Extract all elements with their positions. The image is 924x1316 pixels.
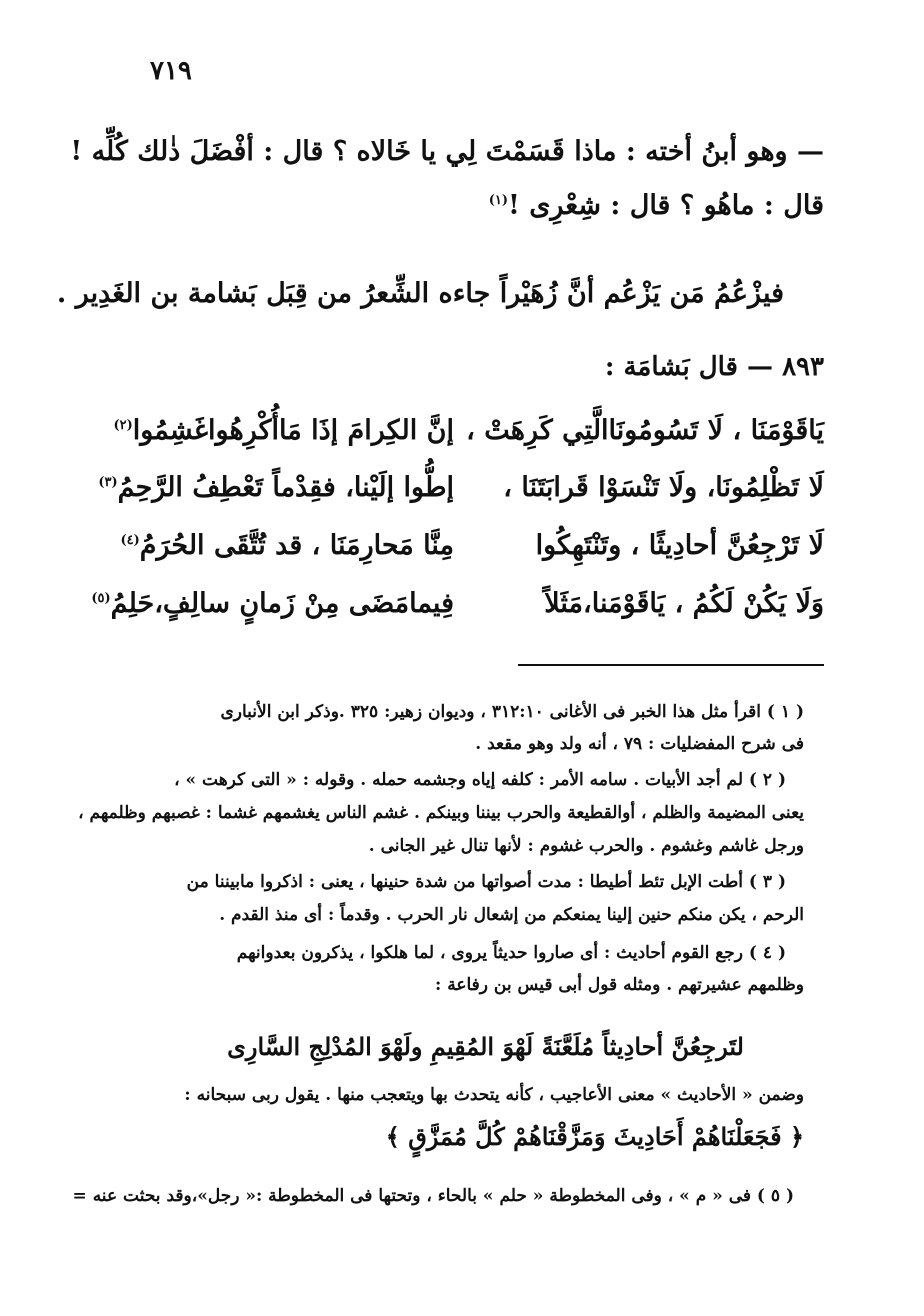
footnote-marker-3: (٣) bbox=[98, 475, 118, 490]
footnote-2-line-3: ورجل غاشم وغشوم . والحرب غشوم : لأنها تنال غير الجانى . bbox=[368, 836, 804, 856]
footnote-marker-5: (٥) bbox=[91, 591, 111, 606]
footnote-separator bbox=[518, 664, 824, 666]
verse-2-second-hemistich bbox=[98, 472, 454, 503]
footnote-2-line-2: يعنى المضيمة والظلم ، أوالقطيعة والحرب بيننا وبينكم . غشم الناس يغشمهم غشما : غصبهم وظلمهم ، bbox=[78, 803, 804, 823]
verse-1-first-hemistich: يَاقَوْمَنَا ، لَا تَسُومُونَاالَّتِي كَرِهَتْ ، bbox=[466, 415, 824, 446]
verse-4-first-hemistich: وَلَا يَكُنْ لَكُمُ ، يَاقَوْمَنا،مَثَلاً bbox=[544, 588, 824, 619]
verse-3-second-text: مِنَّا مَحارِمَنَا ، قد تُتَّقَى الحُرَمُ bbox=[139, 530, 454, 561]
footnote-1-line-2: فى شرح المفضليات : ٧٩ ، أنه ولد وهو مقعد . bbox=[475, 734, 804, 754]
verse-1-second-hemistich bbox=[113, 415, 454, 446]
footnote-3-line-1: ( ٣ ) أطت الإبل تئط أطيطا : مدت أصواتها من شدة حنينها ، يعنى : اذكروا مابيننا من bbox=[186, 872, 786, 892]
verse-4-second-text: فِيمامَضَى مِنْ زَمانٍ سالِفٍ،حَلِمُ bbox=[110, 588, 454, 619]
prose-line-1: — وهو أبنُ أخته : ماذا قَسَمْتَ لِي يا خَالاه ؟ قال : أفْضَلَ ذٰلك كُلِّه ! bbox=[70, 136, 824, 167]
verse-4-second-hemistich bbox=[91, 588, 454, 619]
footnote-marker-4: (٤) bbox=[120, 533, 140, 548]
footnote-marker-1: (١) bbox=[488, 193, 509, 208]
verse-2-second-text: إطُّوا إلَيْنا، فقِدْماً تَعْطِفُ الرَّحِمُ bbox=[117, 472, 454, 503]
verse-1-second-text: إنَّ الكِرامَ إذَا مَاأُكْرِهُواغَشِمُوا bbox=[132, 415, 454, 446]
footnote-1-line-1: ( ١ ) اقرأ مثل هذا الخبر فى الأغانى ٣١٢:١٠ ، وديوان زهير: ٣٢٥ .وذكر ابن الأنبارى bbox=[220, 702, 804, 722]
footnote-5: ( ٥ ) فى « م » ، وفى المخطوطة « حلم » بالحاء ، وتحتها فى المخطوطة :« رجل»،وقد بحثت عنه = bbox=[72, 1186, 794, 1206]
prose-line-2 bbox=[489, 190, 824, 221]
footnote-3-line-2: الرحم ، يكن منكم حنين إلينا يمنعكم من إشعال نار الحرب . وقدماً : أى منذ القدم . bbox=[219, 905, 804, 925]
footnote-4-line-1: ( ٤ ) رجع القوم أحاديث : أى صاروا حديثاً يروى ، لما هلكوا ، يذكرون بعدوانهم bbox=[236, 943, 786, 963]
footnote-marker-2: (٢) bbox=[113, 418, 133, 433]
footnote-4-line-2: وظلمهم عشيرتهم . ومثله قول أبى قيس بن رفاعة : bbox=[435, 975, 804, 995]
verse-2-first-hemistich: لَا تَظْلِمُونَا، ولَا تَنْسَوْا قَرابَتَنَا ، bbox=[503, 472, 824, 503]
quoted-verse: لتَرجِعُنَّ أحادِيثاً مُلَعَّنَةً لَهْوَ المُقِيمِ ولَهْوَ المُدْلِجِ السَّارِى bbox=[227, 1032, 744, 1061]
verse-3-second-hemistich bbox=[120, 530, 454, 561]
quran-quote: ﴿ فَجَعَلْنَاهُمْ أَحَادِيثَ وَمَزَّقْنَاهُمْ كُلَّ مُمَزَّقٍ ﴾ bbox=[385, 1122, 804, 1151]
poem-heading: ٨٩٣ — قال بَشامَة : bbox=[604, 352, 824, 382]
page-number: ٧١٩ bbox=[150, 56, 192, 86]
footnote-4-continuation: وضمن « الأحاديث » معنى الأعاجيب ، كأنه يتحدث بها ويتعجب منها . يقول ربى سبحانه : bbox=[184, 1085, 804, 1105]
verse-3-first-hemistich: لَا تَرْجِعُنَّ أحادِيثًا ، وتَنْتَهِكُوا bbox=[535, 530, 824, 561]
footnote-2-line-1: ( ٢ ) لم أجد الأبيات . سامه الأمر : كلفه إياه وجشمه حمله . وقوله : « التى كرهت » ، bbox=[174, 770, 786, 790]
prose-line-3: فيزْعُمُ مَن يَزْعُم أنَّ زُهَيْراً جاءه الشِّعرُ من قِبَل بَشامة بن الغَدِير . bbox=[56, 278, 784, 309]
prose-line-2-text: قال : ماهُو ؟ قال : شِعْرِى ! bbox=[508, 190, 824, 221]
